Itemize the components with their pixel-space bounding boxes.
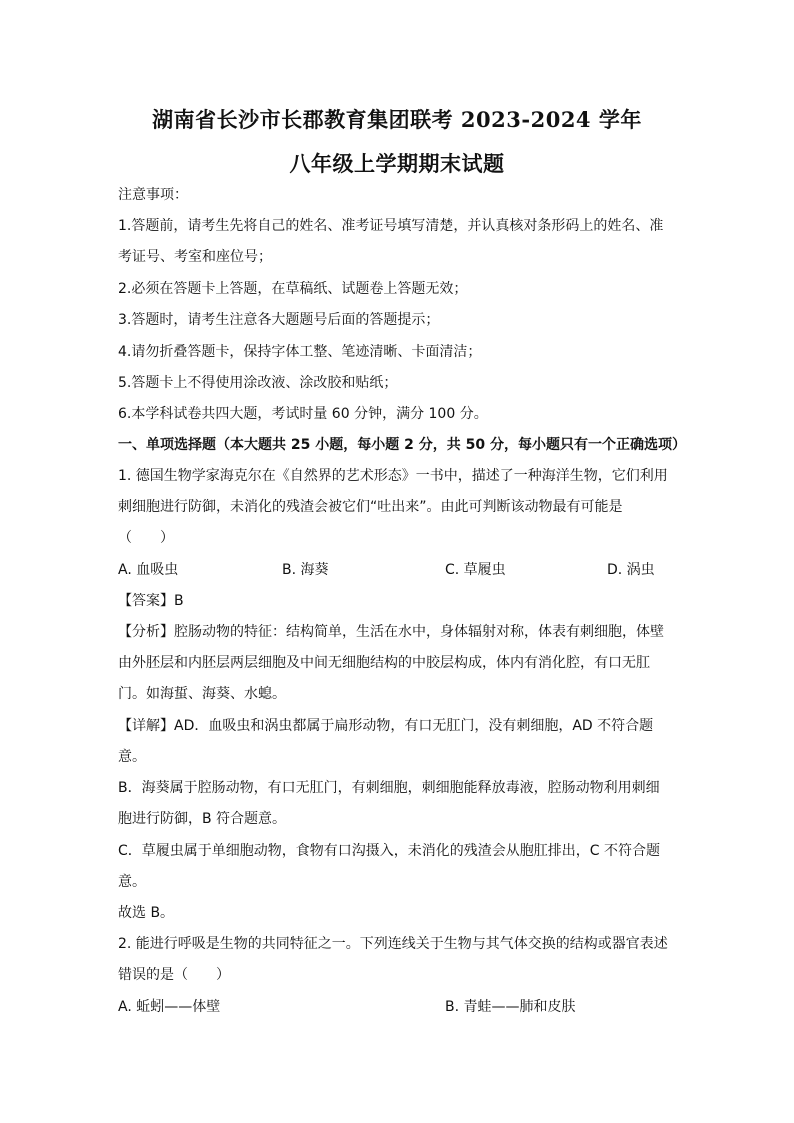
note-item: 2.必须在答题卡上答题，在草稿纸、试题卷上答题无效； [118, 281, 468, 297]
question-1-detail: 意。 [118, 749, 146, 765]
question-2-stem: 错误的是（ ） [118, 967, 230, 983]
note-item: 1.答题前，请考生先将自己的姓名、准考证号填写清楚，并认真核对条形码上的姓名、准 [118, 218, 664, 234]
question-1-detail: 【详解】AD．血吸虫和涡虫都属于扁形动物，有口无肛门，没有刺细胞，AD 不符合题 [118, 718, 654, 734]
note-item: 3.答题时，请考生注意各大题题号后面的答题提示； [118, 312, 440, 328]
question-2-option-a: A. 蚯蚓——体壁 [118, 999, 221, 1015]
exam-title-line2: 八年级上学期期末试题 [289, 151, 505, 176]
note-item: 考证号、考室和座位号； [118, 249, 272, 265]
note-item: 6.本学科试卷共四大题，考试时量 60 分钟，满分 100 分。 [118, 406, 488, 422]
question-1-option-b: B. 海葵 [282, 562, 329, 578]
question-1-option-c: C. 草履虫 [445, 562, 506, 578]
question-1-detail: 胞进行防御，B 符合题意。 [118, 811, 287, 827]
question-1-option-a: A. 血吸虫 [118, 562, 179, 578]
notes-heading: 注意事项： [118, 187, 188, 203]
question-1-option-d: D. 涡虫 [607, 562, 655, 578]
question-1-stem: 1. 德国生物学家海克尔在《自然界的艺术形态》一书中，描述了一种海洋生物，它们利用 [118, 468, 668, 484]
question-1-stem: （ ） [118, 530, 174, 546]
question-1-detail: B．海葵属于腔肠动物，有口无肛门，有刺细胞，刺细胞能释放毒液，腔肠动物利用刺细 [118, 780, 660, 796]
exam-title-line1: 湖南省长沙市长郡教育集团联考 2023-2024 学年 [152, 107, 642, 132]
section-heading: 一、单项选择题（本大题共 25 小题，每小题 2 分，共 50 分，每小题只有一个正确选项） [118, 437, 686, 453]
question-1-stem: 刺细胞进行防御，未消化的残渣会被它们“吐出来”。由此可判断该动物最有可能是 [118, 499, 623, 515]
question-1-analysis: 【分析】腔肠动物的特征：结构简单，生活在水中，身体辐射对称，体表有刺细胞，体壁 [118, 624, 664, 640]
note-item: 4.请勿折叠答题卡，保持字体工整、笔迹清晰、卡面清洁； [118, 344, 482, 360]
question-1-detail: C．草履虫属于单细胞动物，食物有口沟摄入，未消化的残渣会从胞肛排出，C 不符合题 [118, 843, 660, 859]
question-1-answer: 【答案】B [118, 593, 184, 609]
question-1-conclusion: 故选 B。 [118, 905, 175, 921]
question-1-analysis: 门。如海蜇、海葵、水螅。 [118, 686, 286, 702]
question-1-detail: 意。 [118, 874, 146, 890]
question-2-option-b: B. 青蛙——肺和皮肤 [445, 999, 576, 1015]
question-2-stem: 2. 能进行呼吸是生物的共同特征之一。下列连线关于生物与其气体交换的结构或器官表述 [118, 936, 668, 952]
note-item: 5.答题卡上不得使用涂改液、涂改胶和贴纸； [118, 375, 398, 391]
question-1-analysis: 由外胚层和内胚层两层细胞及中间无细胞结构的中胶层构成，体内有消化腔，有口无肛 [118, 655, 650, 671]
